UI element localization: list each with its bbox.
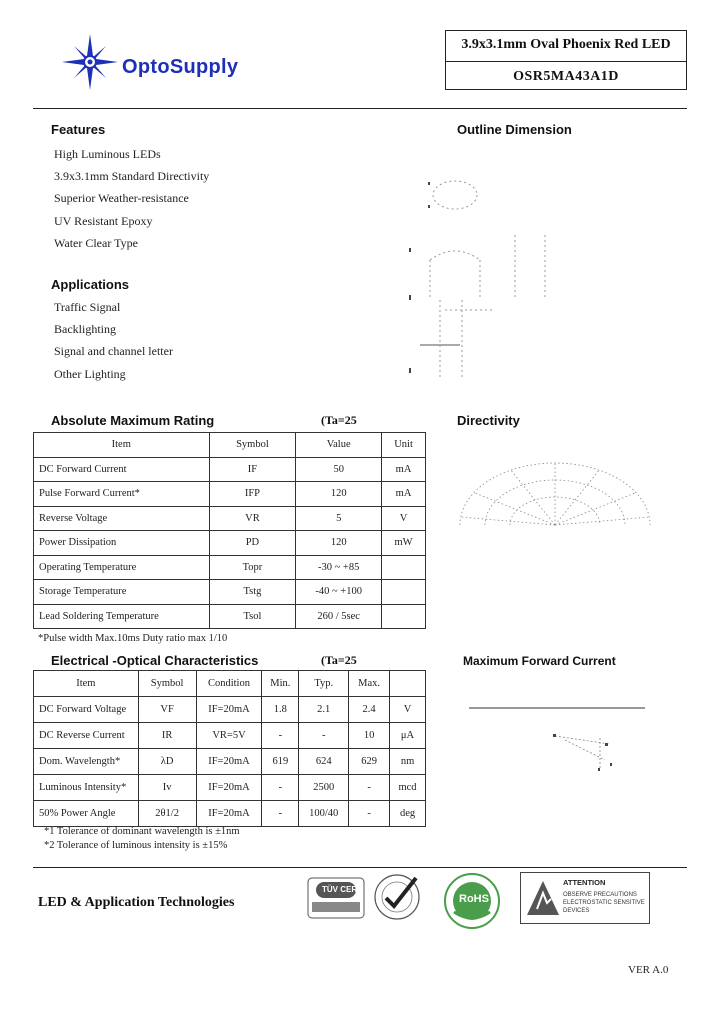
- column-header: Min.: [262, 671, 299, 697]
- features-heading: Features: [51, 122, 106, 137]
- eo-heading: Electrical -Optical Characteristics: [51, 653, 259, 668]
- eo-table: [33, 670, 426, 827]
- version-label: VER A.0: [628, 964, 669, 976]
- product-title: 3.9x3.1mm Oval Phoenix Red LED: [461, 37, 671, 52]
- column-header: Symbol: [138, 671, 196, 697]
- unit-cell: mcd: [390, 775, 426, 801]
- table-row: [34, 506, 426, 531]
- outline-drawing: [400, 150, 580, 395]
- unit-cell: [382, 604, 426, 629]
- star-logo-icon: [62, 34, 122, 90]
- unit-cell: μA: [390, 723, 426, 749]
- title-divider: [446, 61, 686, 62]
- min-cell: -: [262, 801, 299, 827]
- unit-cell: [382, 555, 426, 580]
- title-box: [445, 30, 687, 90]
- abs-max-condition: (Ta=25: [321, 413, 357, 427]
- directivity-heading: Directivity: [457, 413, 520, 428]
- table-row: [34, 749, 426, 775]
- value-cell: 260 / 5sec: [296, 604, 382, 629]
- typ-cell: -: [299, 723, 349, 749]
- column-header: [390, 671, 426, 697]
- optosupply-logo: [62, 34, 272, 90]
- unit-cell: nm: [390, 749, 426, 775]
- symbol-cell: Tstg: [209, 580, 296, 605]
- outline-heading: Outline Dimension: [457, 122, 572, 137]
- attention-heading: ATTENTION: [563, 878, 606, 887]
- item-cell: Operating Temperature: [34, 555, 210, 580]
- logo-text: OptoSupply: [122, 56, 239, 78]
- item-cell: Reverse Voltage: [34, 506, 210, 531]
- item-cell: Power Dissipation: [34, 531, 210, 556]
- condition-cell: IF=20mA: [196, 775, 262, 801]
- min-cell: 619: [262, 749, 299, 775]
- table-row: [34, 482, 426, 507]
- rohs-badge: [440, 872, 504, 930]
- company-tagline: LED & Application Technologies: [38, 895, 235, 910]
- item-cell: DC Forward Voltage: [34, 697, 139, 723]
- condition-cell: IF=20mA: [196, 697, 262, 723]
- typ-cell: 2500: [299, 775, 349, 801]
- table-row: [34, 555, 426, 580]
- application-item: Traffic Signal: [54, 300, 121, 314]
- symbol-cell: Topr: [209, 555, 296, 580]
- symbol-cell: IR: [138, 723, 196, 749]
- max-cell: -: [349, 775, 390, 801]
- item-cell: 50% Power Angle: [34, 801, 139, 827]
- column-header: Condition: [196, 671, 262, 697]
- max-cell: -: [349, 801, 390, 827]
- symbol-cell: λD: [138, 749, 196, 775]
- esd-attention-box: [520, 872, 650, 924]
- table-row: [34, 604, 426, 629]
- value-cell: 120: [296, 531, 382, 556]
- applications-heading: Applications: [51, 277, 130, 292]
- unit-cell: mA: [382, 457, 426, 482]
- item-cell: DC Reverse Current: [34, 723, 139, 749]
- symbol-cell: PD: [209, 531, 296, 556]
- unit-cell: V: [382, 506, 426, 531]
- tuv-label: TÜV CERT: [322, 885, 362, 894]
- typ-cell: 2.1: [299, 697, 349, 723]
- part-number: OSR5MA43A1D: [513, 69, 619, 84]
- typ-cell: 100/40: [299, 801, 349, 827]
- eo-footnote-1: *1 Tolerance of dominant wavelength is ±1nm: [44, 826, 240, 837]
- table-row: [34, 697, 426, 723]
- eo-condition: (Ta=25: [321, 653, 357, 667]
- unit-cell: mW: [382, 531, 426, 556]
- symbol-cell: IFP: [209, 482, 296, 507]
- eo-footnote-2: *2 Tolerance of luminous intensity is ±15%: [44, 840, 228, 851]
- rohs-label: RoHS: [459, 893, 489, 905]
- attention-text: OBSERVE PRECAUTIONS ELECTROSTATIC SENSITIVE DEVICES: [563, 892, 645, 914]
- min-cell: -: [262, 775, 299, 801]
- symbol-cell: 2θ1/2: [138, 801, 196, 827]
- table-row: [34, 775, 426, 801]
- table-row: [34, 580, 426, 605]
- column-header: Typ.: [299, 671, 349, 697]
- max-cell: 10: [349, 723, 390, 749]
- min-cell: 1.8: [262, 697, 299, 723]
- checkmark-seal-icon: [372, 872, 422, 922]
- max-forward-current-chart: [465, 700, 655, 780]
- symbol-cell: Iv: [138, 775, 196, 801]
- value-cell: 5: [296, 506, 382, 531]
- header-rule: [33, 108, 687, 109]
- feature-item: High Luminous LEDs: [54, 147, 161, 161]
- abs-max-heading: Absolute Maximum Rating: [51, 413, 215, 428]
- table-header-row: [34, 671, 426, 697]
- table-row: [34, 457, 426, 482]
- item-cell: Lead Soldering Temperature: [34, 604, 210, 629]
- table-row: [34, 723, 426, 749]
- condition-cell: IF=20mA: [196, 801, 262, 827]
- condition-cell: VR=5V: [196, 723, 262, 749]
- application-item: Signal and channel letter: [54, 344, 173, 358]
- unit-cell: V: [390, 697, 426, 723]
- symbol-cell: VF: [138, 697, 196, 723]
- table-row: [34, 801, 426, 827]
- feature-item: Water Clear Type: [54, 236, 138, 250]
- unit-cell: mA: [382, 482, 426, 507]
- feature-item: UV Resistant Epoxy: [54, 214, 153, 228]
- abs-max-table: [33, 432, 426, 629]
- feature-item: Superior Weather-resistance: [54, 191, 189, 205]
- application-item: Other Lighting: [54, 367, 126, 381]
- column-header: Value: [296, 433, 382, 458]
- typ-cell: 624: [299, 749, 349, 775]
- condition-cell: IF=20mA: [196, 749, 262, 775]
- value-cell: -30 ~ +85: [296, 555, 382, 580]
- abs-max-footnote: *Pulse width Max.10ms Duty ratio max 1/10: [38, 633, 228, 644]
- column-header: Unit: [382, 433, 426, 458]
- item-cell: DC Forward Current: [34, 457, 210, 482]
- table-header-row: [34, 433, 426, 458]
- value-cell: 50: [296, 457, 382, 482]
- symbol-cell: IF: [209, 457, 296, 482]
- unit-cell: [382, 580, 426, 605]
- column-header: Item: [34, 433, 210, 458]
- item-cell: Luminous Intensity*: [34, 775, 139, 801]
- symbol-cell: Tsol: [209, 604, 296, 629]
- application-item: Backlighting: [54, 322, 116, 336]
- esd-warning-icon: [525, 879, 561, 919]
- item-cell: Storage Temperature: [34, 580, 210, 605]
- footer-rule: [33, 867, 687, 868]
- tuv-cert-icon: [306, 876, 366, 920]
- unit-cell: deg: [390, 801, 426, 827]
- max-forward-current-heading: Maximum Forward Current: [463, 654, 616, 668]
- table-row: [34, 531, 426, 556]
- max-cell: 629: [349, 749, 390, 775]
- directivity-diagram: [455, 455, 655, 535]
- column-header: Max.: [349, 671, 390, 697]
- tuv-cert-badge: [306, 876, 366, 920]
- column-header: Item: [34, 671, 139, 697]
- min-cell: -: [262, 723, 299, 749]
- item-cell: Pulse Forward Current*: [34, 482, 210, 507]
- value-cell: -40 ~ +100: [296, 580, 382, 605]
- item-cell: Dom. Wavelength*: [34, 749, 139, 775]
- certified-company-badge: [372, 872, 422, 922]
- max-cell: 2.4: [349, 697, 390, 723]
- value-cell: 120: [296, 482, 382, 507]
- feature-item: 3.9x3.1mm Standard Directivity: [54, 169, 210, 183]
- symbol-cell: VR: [209, 506, 296, 531]
- column-header: Symbol: [209, 433, 296, 458]
